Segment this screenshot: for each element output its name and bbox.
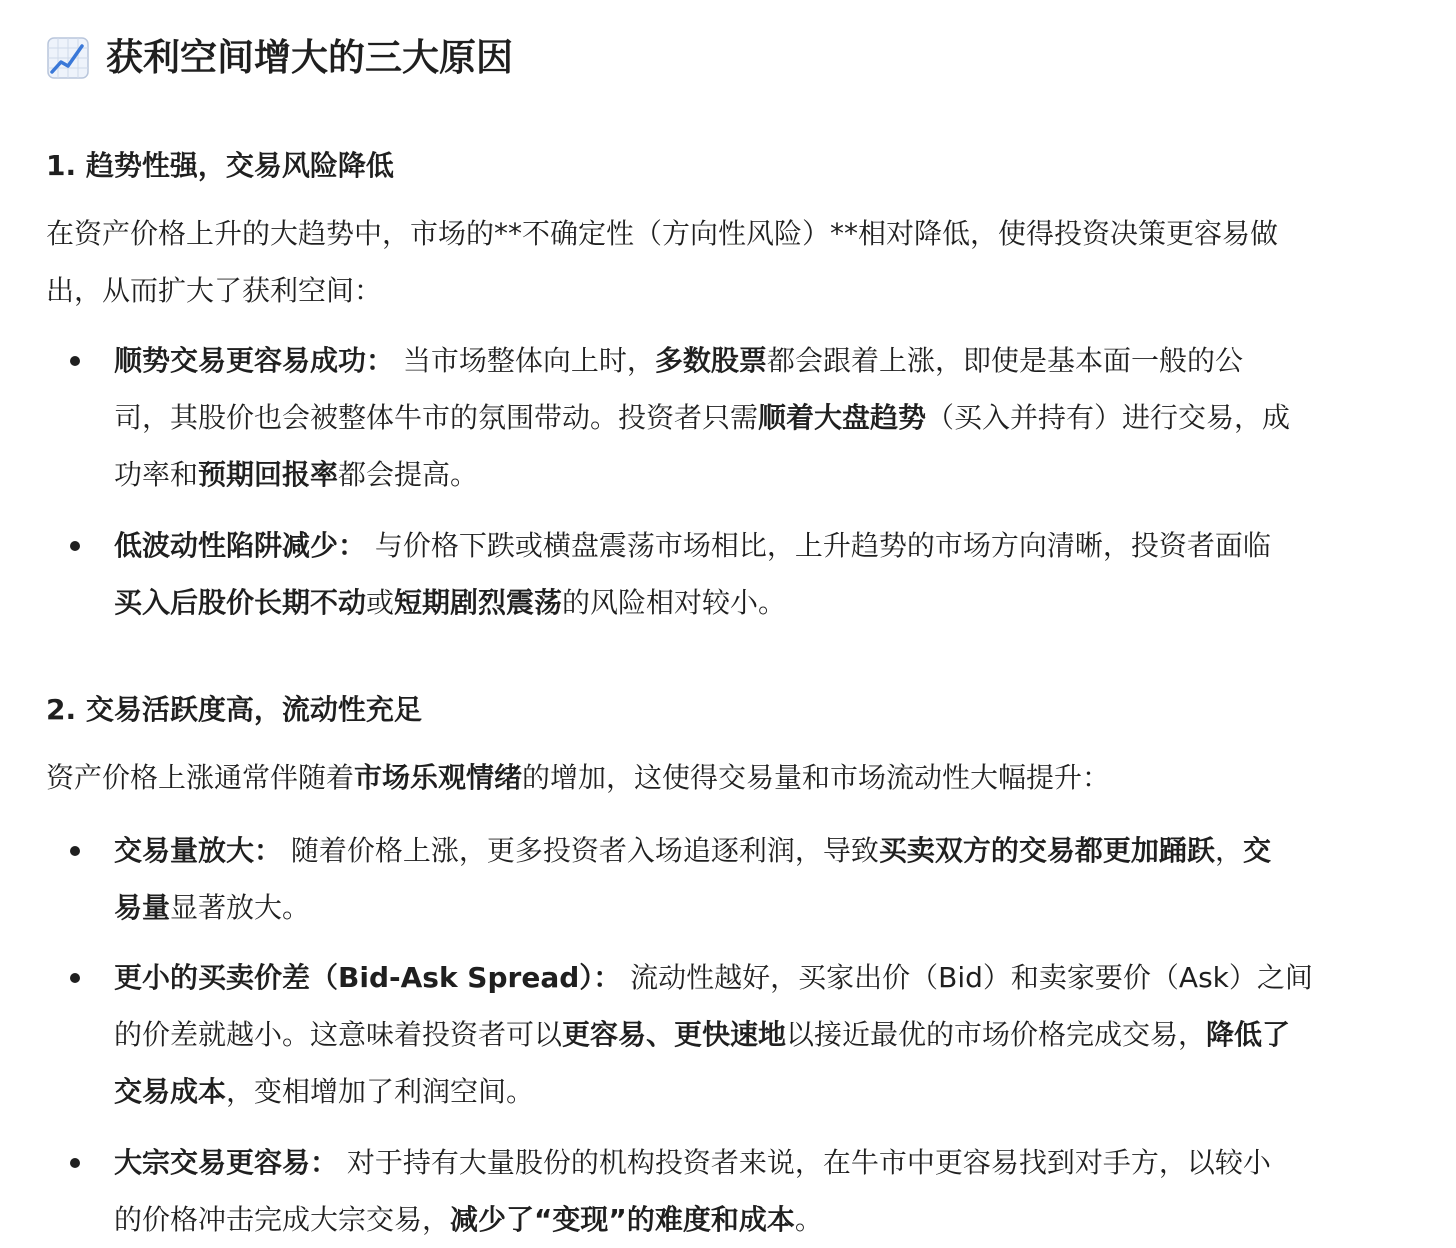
section-1-intro-line: 出，从而扩大了获利空间： [46,274,383,307]
list-item-line [114,332,1456,389]
list-item-line [114,1134,1456,1191]
list-item-line [114,389,1456,446]
list-item-line [114,822,1456,879]
list-item-line [114,949,1456,1006]
list-item-text [114,517,1456,631]
text-run: 的价格冲击完成大宗交易， [114,1203,451,1236]
bullet-dot [70,846,80,856]
section-2-heading: 2. 交易活跃度高，流动性充足 [46,693,422,726]
list-item-line [114,1006,1456,1063]
text-run: 的增加，这使得交易量和市场流动性大幅提升： [522,761,1111,794]
text-run: 资产价格上涨通常伴随着 [46,761,355,794]
section-1-heading: 1. 趋势性强，交易风险降低 [46,149,394,182]
section-2-intro-line [46,749,1456,806]
bold-text: 更容易、更快速地 [562,1018,787,1051]
text-run: 司，其股价也会被整体牛市的氛围带动。投资者只需 [114,401,759,434]
list-item-line [114,446,1456,503]
bold-text: 交 [1242,834,1271,867]
text-run: 随着价格上涨，更多投资者入场追逐利润，导致 [282,834,879,867]
text-run: 与价格下跌或横盘震荡市场相比，上升趋势的市场方向清晰，投资者面临 [366,529,1271,562]
list-item-text [114,332,1456,503]
bold-text: 预期回报率 [198,458,339,491]
text-run: 的价差就越小。这意味着投资者可以 [114,1018,563,1051]
section-1-intro-line: 在资产价格上升的大趋势中，市场的**不确定性（方向性风险）**相对降低，使得投资决策更容易做 [46,217,1279,250]
bold-text: 大宗交易更容易： [114,1146,339,1179]
text-run: 流动性越好，买家出价（Bid）和卖家要价（Ask）之间 [621,961,1313,994]
page-title [46,32,513,84]
list-item-text [114,1134,1456,1248]
text-run: 以接近最优的市场价格完成交易， [786,1018,1207,1051]
bullet-dot [70,541,80,551]
bold-text: 短期剧烈震荡 [394,586,563,619]
list-item-text [114,822,1456,936]
text-run: 都会跟着上涨，即使是基本面一般的公 [766,344,1243,377]
text-run: 都会提高。 [338,458,479,491]
chart-increasing-icon [46,36,90,80]
text-run: 显著放大。 [170,891,311,924]
bold-text: 多数股票 [654,344,767,377]
bold-text: 低波动性陷阱减少： [114,529,367,562]
bold-text: 易量 [114,891,171,924]
bold-text: 降低了 [1206,1018,1291,1051]
bold-text: 顺势交易更容易成功： [114,344,395,377]
text-run: （买入并持有）进行交易，成 [926,401,1291,434]
bullet-dot [70,1158,80,1168]
text-run: 。 [794,1203,823,1236]
text-run: ，变相增加了利润空间。 [226,1075,535,1108]
page-title-text: 获利空间增大的三大原因 [106,36,513,79]
bullet-dot [70,356,80,366]
list-item-line [114,1191,1456,1248]
bold-text: 交易量放大： [114,834,283,867]
list-item-line [114,879,1456,936]
text-run: ， [1214,834,1243,867]
bold-text: 市场乐观情绪 [354,761,523,794]
text-run: 的风险相对较小。 [562,586,787,619]
section-2-intro [46,749,1456,806]
list-item-text [114,949,1456,1120]
bold-text: 交易成本 [114,1075,227,1108]
bold-text: 买入后股价长期不动 [114,586,367,619]
text-run: 或 [366,586,395,619]
bold-text: 更小的买卖价差（Bid-Ask Spread）： [114,961,622,994]
bullet-dot [70,973,80,983]
list-item-line [114,1063,1456,1120]
bold-text: 买卖双方的交易都更加踊跃 [878,834,1215,867]
list-item-line [114,517,1456,574]
text-run: 功率和 [114,458,199,491]
text-run: 当市场整体向上时， [394,344,655,377]
section-1-intro [46,205,1456,319]
bold-text: 顺着大盘趋势 [758,401,927,434]
list-item-line [114,574,1456,631]
bold-text: 减少了“变现”的难度和成本 [450,1203,795,1236]
text-run: 对于持有大量股份的机构投资者来说，在牛市中更容易找到对手方，以较小 [338,1146,1271,1179]
